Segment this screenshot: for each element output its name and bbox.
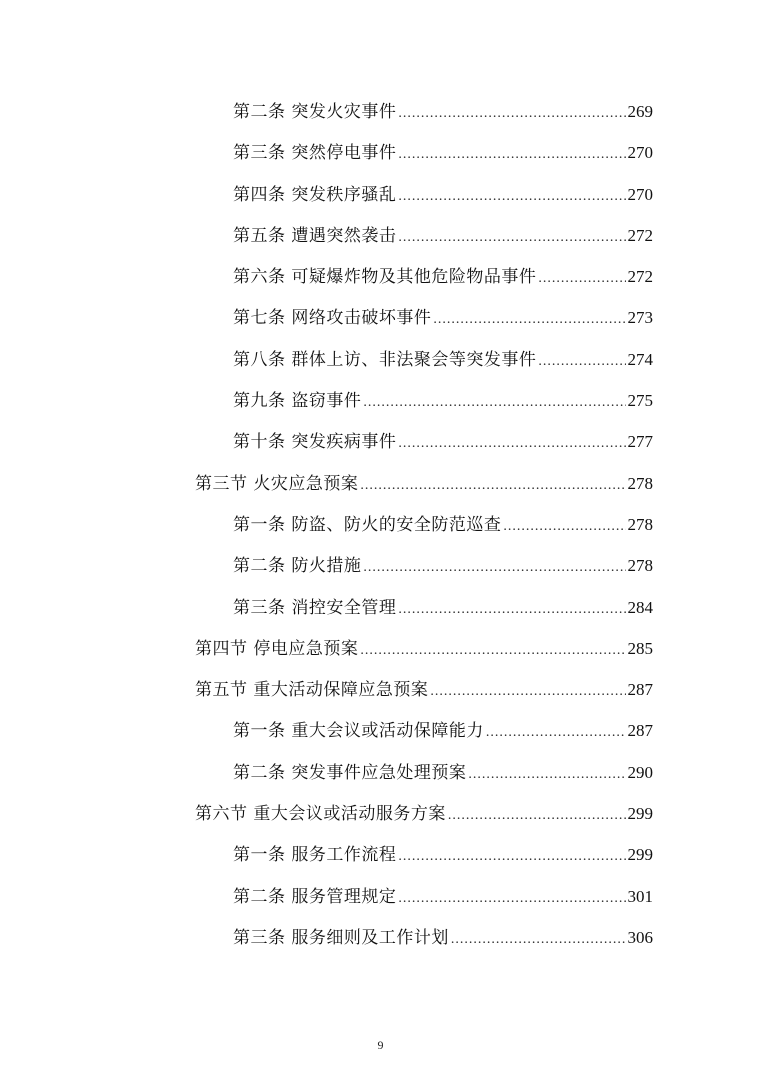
toc-dot-leader <box>486 712 626 753</box>
toc-article-entry[interactable] <box>0 504 761 545</box>
toc-entry-title: 第三条 消控安全管理 <box>233 597 397 618</box>
toc-entry-page-number: 273 <box>627 308 653 328</box>
toc-section-entry[interactable] <box>0 669 761 710</box>
toc-entry-page-number: 285 <box>627 638 653 658</box>
page-number: 9 <box>377 1038 384 1052</box>
toc-entry-title: 第一条 重大会议或活动保障能力 <box>233 721 484 742</box>
toc-article-entry[interactable] <box>0 380 761 421</box>
toc-article-entry[interactable] <box>0 132 761 173</box>
toc-entry-title: 第十条 突发疾病事件 <box>233 432 397 453</box>
toc-entry-title: 第一条 服务工作流程 <box>233 845 397 866</box>
toc-dot-leader <box>398 589 625 630</box>
toc-entry-title: 第九条 盗窃事件 <box>233 391 362 412</box>
toc-entry-title: 第六节 重大会议或活动服务方案 <box>195 804 446 825</box>
toc-dot-leader <box>398 217 625 258</box>
toc-entry-title: 第三条 突然停电事件 <box>233 143 397 164</box>
toc-entry-page-number: 270 <box>627 143 653 163</box>
toc-entry-page-number: 290 <box>627 762 653 782</box>
toc-entry-page-number: 272 <box>627 267 653 287</box>
toc-dot-leader <box>398 134 625 175</box>
toc-article-entry[interactable] <box>0 256 761 297</box>
toc-dot-leader <box>360 630 625 671</box>
toc-entry-page-number: 299 <box>627 845 653 865</box>
toc-entry-title: 第四条 突发秩序骚乱 <box>233 184 397 205</box>
toc-entry-page-number: 287 <box>627 721 653 741</box>
toc-dot-leader <box>398 878 625 919</box>
toc-article-entry[interactable] <box>0 752 761 793</box>
toc-entry-page-number: 278 <box>627 556 653 576</box>
toc-entry-page-number: 274 <box>627 349 653 369</box>
toc-dot-leader <box>398 836 625 877</box>
toc-article-entry[interactable] <box>0 834 761 875</box>
toc-dot-leader <box>363 547 625 588</box>
toc-article-entry[interactable] <box>0 876 761 917</box>
table-of-contents <box>0 91 761 958</box>
toc-dot-leader <box>448 795 626 836</box>
toc-section-entry[interactable] <box>0 628 761 669</box>
toc-entry-title: 第八条 群体上访、非法聚会等突发事件 <box>233 349 537 370</box>
toc-entry-title: 第二条 突发火灾事件 <box>233 102 397 122</box>
toc-entry-title: 第二条 服务管理规定 <box>233 886 397 907</box>
toc-article-entry[interactable] <box>0 545 761 586</box>
toc-article-entry[interactable] <box>0 710 761 751</box>
toc-entry-title: 第三节 火灾应急预案 <box>195 473 359 494</box>
toc-article-entry[interactable] <box>0 91 761 132</box>
toc-entry-page-number: 306 <box>627 927 653 947</box>
toc-entry-title: 第五节 重大活动保障应急预案 <box>195 680 429 701</box>
toc-dot-leader <box>503 506 625 547</box>
toc-dot-leader <box>430 671 625 712</box>
toc-entry-title: 第一条 防盗、防火的安全防范巡查 <box>233 514 502 535</box>
toc-entry-title: 第七条 网络攻击破坏事件 <box>233 308 432 329</box>
toc-entry-page-number: 272 <box>627 225 653 245</box>
toc-dot-leader <box>538 258 625 299</box>
toc-dot-leader <box>360 465 625 506</box>
toc-article-entry[interactable] <box>0 215 761 256</box>
toc-entry-page-number: 270 <box>627 184 653 204</box>
toc-article-entry[interactable] <box>0 587 761 628</box>
toc-article-entry[interactable] <box>0 297 761 338</box>
toc-dot-leader <box>468 754 625 795</box>
toc-entry-page-number: 278 <box>627 514 653 534</box>
toc-dot-leader <box>451 919 626 960</box>
toc-entry-page-number: 277 <box>627 432 653 452</box>
toc-article-entry[interactable] <box>0 917 761 958</box>
toc-dot-leader <box>433 299 625 340</box>
toc-entry-page-number: 278 <box>627 473 653 493</box>
toc-entry-page-number: 269 <box>627 102 653 121</box>
toc-entry-title: 第二条 防火措施 <box>233 556 362 577</box>
toc-entry-page-number: 299 <box>627 804 653 824</box>
toc-section-entry[interactable] <box>0 793 761 834</box>
toc-dot-leader <box>398 93 625 134</box>
toc-entry-page-number: 284 <box>627 597 653 617</box>
toc-article-entry[interactable] <box>0 174 761 215</box>
toc-dot-leader <box>398 176 625 217</box>
toc-entry-title: 第二条 突发事件应急处理预案 <box>233 762 467 783</box>
toc-entry-page-number: 301 <box>627 886 653 906</box>
toc-dot-leader <box>398 423 625 464</box>
toc-entry-page-number: 287 <box>627 680 653 700</box>
toc-article-entry[interactable] <box>0 339 761 380</box>
toc-article-entry[interactable] <box>0 421 761 462</box>
toc-entry-page-number: 275 <box>627 391 653 411</box>
toc-entry-title: 第五条 遭遇突然袭击 <box>233 225 397 246</box>
toc-entry-title: 第四节 停电应急预案 <box>195 638 359 659</box>
toc-dot-leader <box>538 341 625 382</box>
toc-entry-title: 第三条 服务细则及工作计划 <box>233 927 449 948</box>
toc-dot-leader <box>363 382 625 423</box>
toc-entry-title: 第六条 可疑爆炸物及其他危险物品事件 <box>233 267 537 288</box>
toc-section-entry[interactable] <box>0 463 761 504</box>
